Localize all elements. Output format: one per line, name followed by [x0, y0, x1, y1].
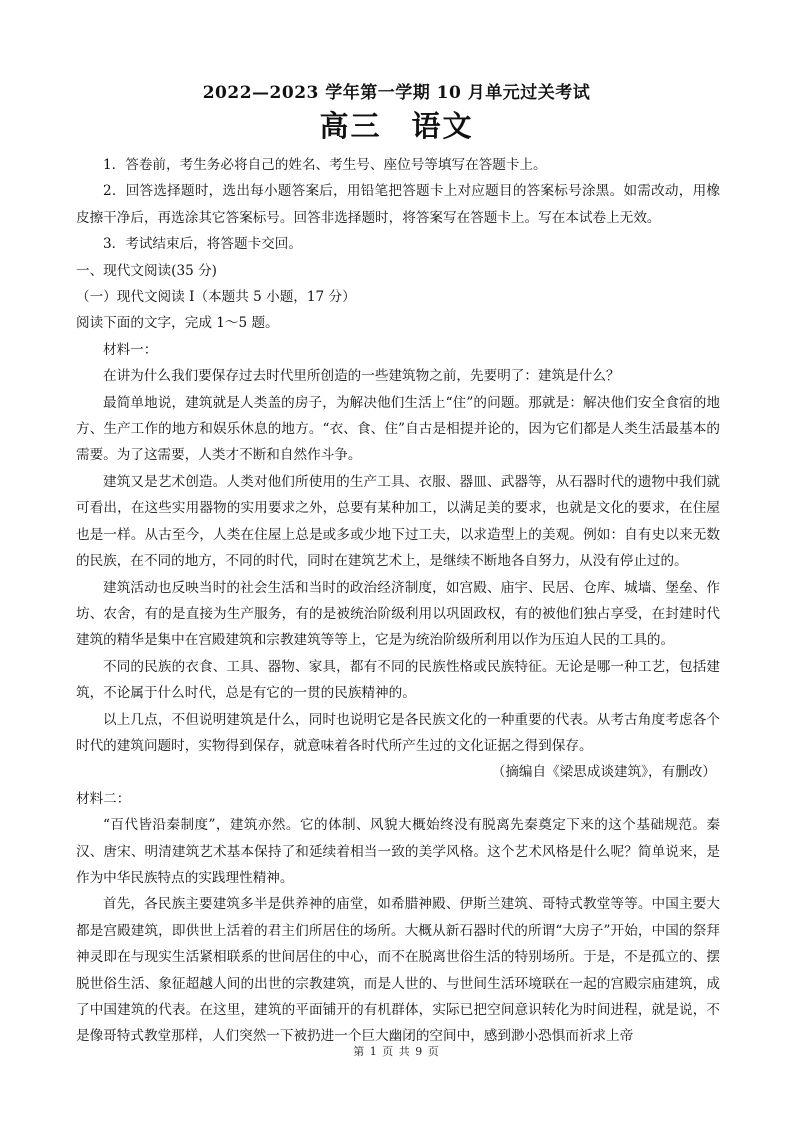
- material1-paragraph: 以上几点，不但说明建筑是什么，同时也说明它是各民族文化的一种重要的代表。从考古角度考虑各个时代的建筑问题时，实物得到保存，就意味着各时代所产生过的文化证据之得到保存。: [76, 711, 720, 754]
- page-footer: 第 1 页 共 9 页: [353, 1045, 440, 1058]
- instruction-1: 1．答卷前，考生务必将自己的姓名、考生号、座位号等填写在答题卡上。: [103, 157, 547, 173]
- material1-paragraph: 不同的民族的衣食、工具、器物、家具，都有不同的民族性格或民族特征。无论是哪一种工艺，包括建筑，不论属于什么时代，总是有它的一贯的民族精神的。: [76, 658, 720, 702]
- subsection-title: （一）现代文阅读 I（本题共 5 小题，17 分）: [76, 289, 356, 306]
- grade-label: 高三: [319, 109, 382, 143]
- material1-paragraph: 最简单地说，建筑就是人类盖的房子，为解决他们生活上“住”的问题。那就是：解决他们安全食宿的地方、生产工作的地方和娱乐休息的地方。“衣、食、住”自古是相提并论的，因为它们都是人类生活最基本的需要。为了这需要，人类才不断和自然作斗争。: [76, 394, 720, 464]
- subject-heading: [0, 104, 793, 145]
- material2-paragraph: “百代皆沿秦制度”，建筑亦然。它的体制、风貌大概始终没有脱离先秦奠定下来的这个基础规范。秦汉、唐宋、明清建筑艺术基本保持了和延续着相当一致的美学风格。这个艺术风格是什么呢？简单说来，是作为中华民族特点的实践理性精神。: [76, 817, 720, 886]
- material1-paragraph: 建筑又是艺术创造。人类对他们所使用的生产工具、衣服、器皿、武器等，从石器时代的遗物中我们就可看出，在这些实用器物的实用要求之外，总要有某种加工，以满足美的要求，也就是文化的要求，在住屋也是一样。从古至今，人类在住屋上总是或多或少地下过工夫，以求造型上的美观。例如：自有史以来无数的民族，在不同的地方，不同的时代，同时在建筑艺术上，是继续不断地各自努力，从没有停止过的。: [76, 473, 720, 570]
- material2-paragraph: 首先，各民族主要建筑多半是供养神的庙堂，如希腊神殿、伊斯兰建筑、哥特式教堂等等。中国主要大都是宫殿建筑，即供世上活着的君主们所居住的场所。大概从新石器时代的所谓“大房子”开始，中国的祭拜神灵即在与现实生活紧相联系的世间居住的中心，而不在脱离世俗生活的特别场所。于是，不是孤立的、摆脱世俗生活、象征超越人间的出世的宗教建筑，而是人世的、与世间生活环境联在一起的宫殿宗庙建筑，成了中国建筑的代表。在这里，建筑的平面铺开的有机群体，实际已把空间意识转化为时间进程，就是说，不是像哥特式教堂那样，人们突然一下被扔进一个巨大幽闭的空间中，感到渺小恐惧而祈求上帝: [76, 896, 720, 1045]
- material1-label: 材料一：: [103, 341, 158, 358]
- reading-prompt: 阅读下面的文字，完成 1～5 题。: [76, 315, 279, 332]
- material1-paragraph: 在讲为什么我们要保存过去时代里所创造的一些建筑物之前，先要明了：建筑是什么？: [103, 368, 620, 385]
- instruction-2: 2．回答选择题时，选出每小题答案后，用铅笔把答题卡上对应题目的答案标号涂黑。如需改动，用橡皮擦干净后，再选涂其它答案标号。回答非选择题时，将答案写在答题卡上。写在本试卷上无效。: [76, 183, 720, 226]
- instruction-3: 3．考试结束后，将答题卡交回。: [103, 236, 302, 253]
- material1-paragraph: 建筑活动也反映当时的社会生活和当时的政治经济制度，如宫殿、庙宇、民居、仓库、城墙、堡垒、作坊、农舍，有的是直接为生产服务，有的是被统治阶级利用以巩固政权，有的被他们独占享受，在封建时代建筑的精华是集中在宫殿建筑和宗教建筑等等上，它是为统治阶级所利用以作为压迫人民的工具的。: [76, 579, 720, 649]
- subject-label: 语文: [411, 109, 474, 143]
- material1-source: （摘编自《梁思成谈建筑》，有删改）: [491, 764, 716, 781]
- exam-title: 2022—2023 学年第一学期 10 月单元过关考试: [202, 83, 591, 103]
- material2-label: 材料二：: [76, 790, 131, 807]
- section-title: 一、现代文阅读(35 分): [76, 262, 217, 279]
- exam-body: [76, 152, 720, 1050]
